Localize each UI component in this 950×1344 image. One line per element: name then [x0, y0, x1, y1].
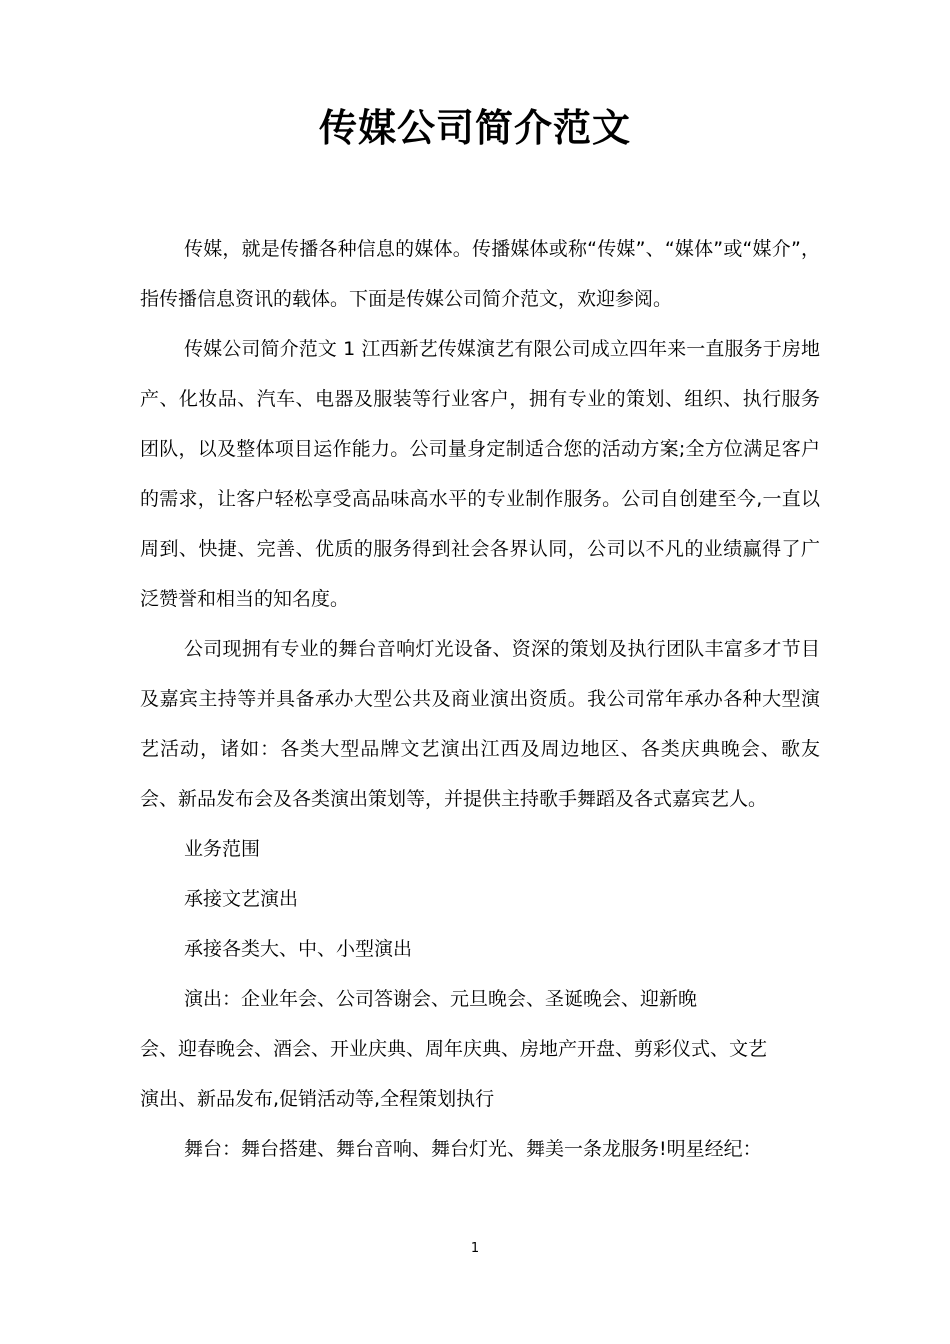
performance-line-2: 会、迎春晚会、酒会、开业庆典、周年庆典、房地产开盘、剪彩仪式、文艺 — [140, 1038, 768, 1060]
performance-line-1: 演出：企业年会、公司答谢会、元旦晚会、圣诞晚会、迎新晚 — [184, 988, 698, 1010]
company-capability-paragraph: 公司现拥有专业的舞台音响灯光设备、资深的策划及执行团队丰富多才节目及嘉宾主持等并具备承办大型公共及商业演出资质。我公司常年承办各种大型演艺活动，诸如：各类大型品牌文艺演出江西及周边地区、各类庆典晚会、歌友会、新品发布会及各类演出策划等，并提供主持歌手舞蹈及各式嘉宾艺人。 — [140, 638, 820, 810]
document-title: 传媒公司简介范文 — [318, 106, 631, 150]
business-item-performance: 承接文艺演出 — [184, 888, 299, 910]
business-scope-heading: 业务范围 — [184, 838, 261, 860]
stage-services-line: 舞台：舞台搭建、舞台音响、舞台灯光、舞美一条龙服务!明星经纪： — [184, 1138, 762, 1160]
page-number: 1 — [470, 1241, 480, 1256]
business-item-shows: 承接各类大、中、小型演出 — [184, 938, 413, 960]
company-profile-paragraph: 传媒公司简介范文 1 江西新艺传媒演艺有限公司成立四年来一直服务于房地产、化妆品、汽车、电器及服装等行业客户，拥有专业的策划、组织、执行服务团队，以及整体项目运作能力。公司量身定制适合您的活动方案;全方位满足客户的需求，让客户轻松享受高品味高水平的专业制作服务。公司自创建至今,一直以周到、快捷、完善、优质的服务得到社会各界认同，公司以不凡的业绩赢得了广泛赞誉和相当的知名度。 — [140, 338, 820, 610]
document-body — [140, 224, 820, 1174]
performance-line-3: 演出、新品发布,促销活动等,全程策划执行 — [140, 1088, 495, 1110]
intro-paragraph: 传媒，就是传播各种信息的媒体。传播媒体或称“传媒”、“媒体”或“媒介”，指传播信息资讯的载体。下面是传媒公司简介范文，欢迎参阅。 — [140, 238, 820, 310]
